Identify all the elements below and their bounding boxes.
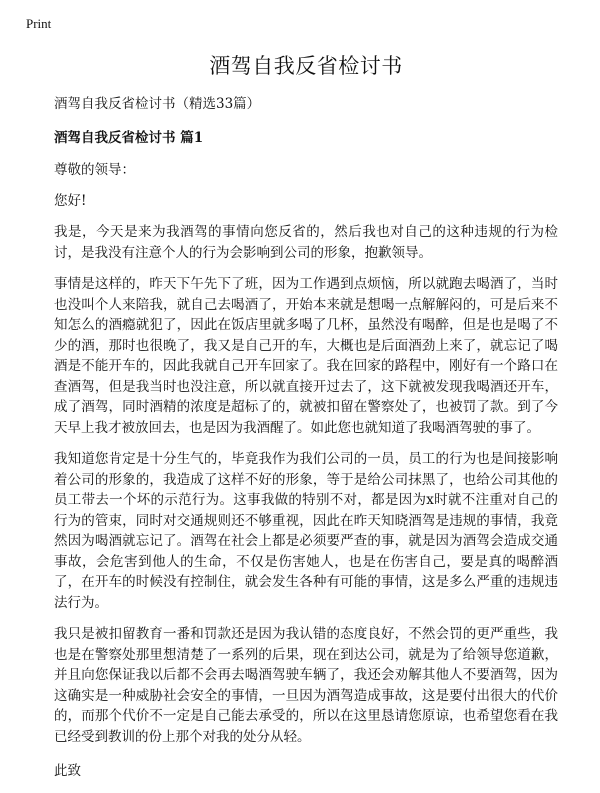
greeting: 您好! (54, 192, 87, 209)
body-paragraph: 我知道您肯定是十分生气的，毕竟我作为我们公司的一员，员工的行为也是间接影响着公司的形象的，我造成了这样不好的形象，等于是给公司抹黑了，也给公司其他的员工带去一个坏的示范行为。这事我做的特别不对，都是因为x时就不注重对自己的行为的管束，同时对交通规则还不够重视，因此在昨天知晓酒驾是违规的事情，我竟然因为喝酒就忘记了。酒驾在社会上都是必须要严查的事，就是因为酒驾会造成交通事故，会危害到他人的生命，不仅是伤害她人，也是在伤害自己，要是真的喝醉酒了，在开车的时候没有控制住，就会发生各种有可能的事情，这是多么严重的违规违法行为。 (54, 451, 558, 611)
body-paragraph: 我是，今天是来为我酒驾的事情向您反省的，然后我也对自己的这种违规的行为检讨，是我没有注意个人的行为会影响到公司的形象，抱歉领导。 (54, 224, 558, 261)
section-heading: 酒驾自我反省检讨书 篇1 (54, 130, 204, 146)
salutation: 尊敬的领导： (54, 162, 135, 178)
document-title: 酒驾自我反省检讨书 (209, 54, 403, 78)
body-paragraph: 事情是这样的，昨天下午先下了班，因为工作遇到点烦恼，所以就跑去喝酒了，当时也没叫个人来陪我，就自己去喝酒了，开始本来就是想喝一点解解闷的，可是后来不知怎么的酒瘾就犯了，因此在饭店里就多喝了几杯，虽然没有喝醉，但是也是喝了不少的酒，那时也很晚了，我又是自己开的车，大概也是后面酒劲上来了，就忘记了喝酒是不能开车的，因此我就自己开车回家了。我在回家的路程中，刚好有一个路口在查酒驾，但是我当时也没注意，所以就直接开过去了，这下就被发现我喝酒还开车，成了酒驾，同时酒精的浓度是超标了的，就被扣留在警察处了，也被罚了款。到了今天早上我才被放回去，也是因为我酒醒了。如此您也就知道了我喝酒驾驶的事了。 (54, 276, 558, 436)
closing-line: 此致 (54, 763, 81, 779)
document-subtitle: 酒驾自我反省检讨书（精选33篇） (54, 96, 261, 112)
print-link[interactable]: Print (26, 16, 52, 31)
document-page (54, 48, 558, 793)
body-paragraph: 我只是被扣留教育一番和罚款还是因为我认错的态度良好，不然会罚的更严重些，我也是在警察处那里想清楚了一系列的后果，现在到达公司，就是为了给领导您道歉，并且向您保证我以后都不会再去喝酒驾驶车辆了，我还会劝解其他人不要酒驾，因为这确实是一种威胁社会安全的事情，一旦因为酒驾造成事故，这是要付出很大的代价的，而那个代价不一定是自己能去承受的，所以在这里恳请您原谅，也希望您看在我已经受到教训的份上那个对我的处分从轻。 (54, 626, 558, 745)
